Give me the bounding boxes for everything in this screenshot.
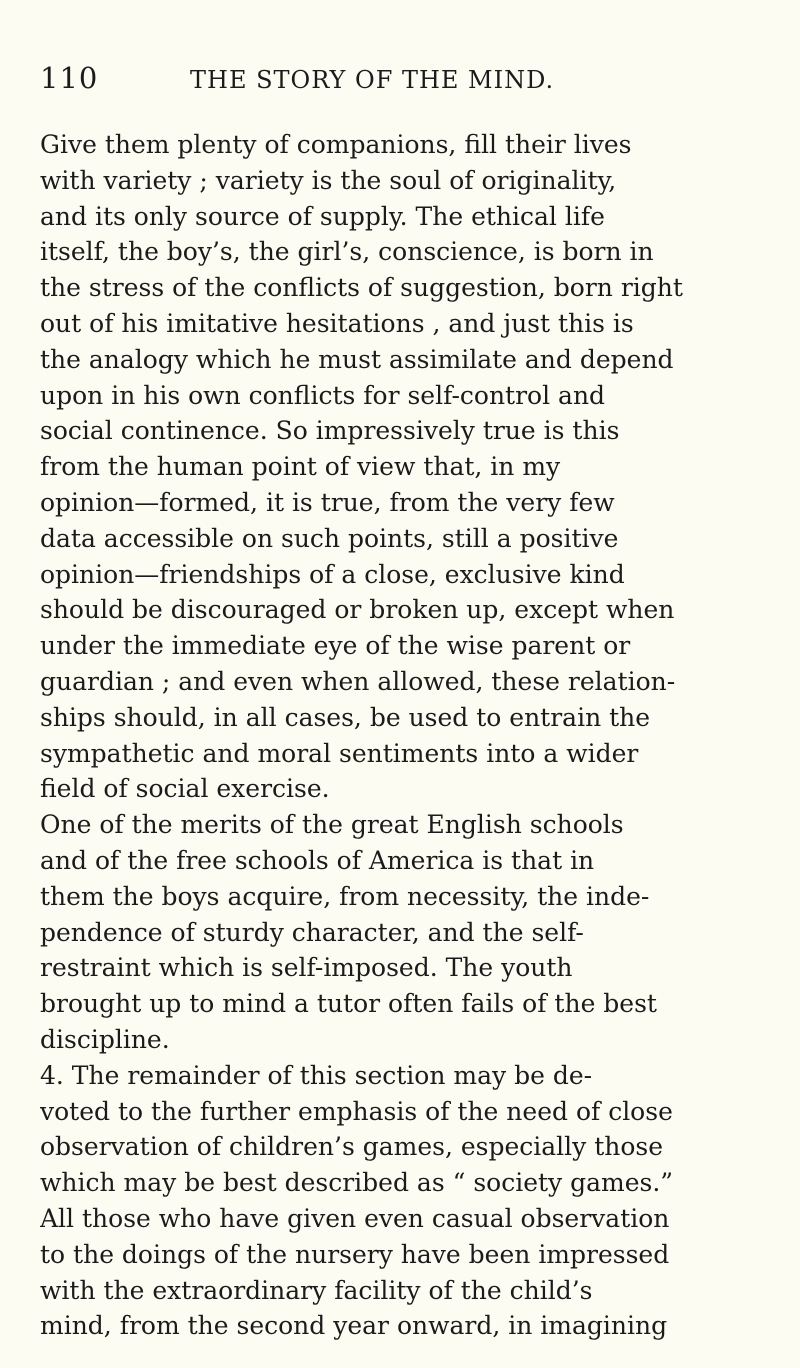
text-line: opinion—formed, it is true, from the very few: [40, 487, 615, 517]
text-line: the stress of the conflicts of suggestion, born right: [40, 273, 683, 303]
running-head: [40, 58, 740, 98]
running-title: THE STORY OF THE MIND.: [190, 66, 555, 94]
text-line: sympathetic and moral sentiments into a wider: [40, 738, 639, 768]
text-line: with variety ; variety is the soul of originality,: [40, 165, 617, 195]
text-line: 4. The remainder of this section may be de-: [40, 1060, 593, 1090]
text-line: the analogy which he must assimilate and depend: [40, 344, 674, 374]
text-line: field of social exercise.: [40, 774, 330, 804]
text-line: restraint which is self-imposed. The youth: [40, 953, 573, 983]
page-number: 110: [40, 61, 99, 95]
text-line: out of his imitative hesitations , and just this is: [40, 308, 634, 338]
text-line: mind, from the second year onward, in imagining: [40, 1311, 668, 1341]
text-line: under the immediate eye of the wise parent or: [40, 631, 631, 661]
text-line: opinion—friendships of a close, exclusive kind: [40, 559, 625, 589]
text-line: pendence of sturdy character, and the self-: [40, 917, 584, 947]
text-line: social continence. So impressively true is this: [40, 416, 620, 446]
text-line: brought up to mind a tutor often fails of the best: [40, 989, 657, 1019]
text-line: guardian ; and even when allowed, these relation-: [40, 666, 676, 696]
text-line: and its only source of supply. The ethical life: [40, 201, 605, 231]
text-line: ships should, in all cases, be used to entrain the: [40, 702, 651, 732]
text-line: itself, the boy’s, the girl’s, conscience, is born in: [40, 237, 654, 267]
body-text: [40, 127, 750, 1344]
text-line: and of the free schools of America is that in: [40, 845, 595, 875]
text-line: One of the merits of the great English schools: [40, 810, 624, 840]
text-line: them the boys acquire, from necessity, the inde-: [40, 881, 650, 911]
text-line: Give them plenty of companions, fill their lives: [40, 130, 632, 159]
text-line: should be discouraged or broken up, except when: [40, 595, 675, 625]
text-line: data accessible on such points, still a positive: [40, 523, 619, 553]
text-line: All those who have given even casual observation: [40, 1203, 670, 1233]
text-line: to the doings of the nursery have been impressed: [40, 1239, 670, 1269]
text-line: which may be best described as “ society games.”: [40, 1168, 674, 1198]
text-line: observation of children’s games, especially those: [40, 1132, 664, 1162]
text-line: from the human point of view that, in my: [40, 452, 561, 482]
text-line: with the extraordinary facility of the child’s: [40, 1275, 593, 1305]
text-line: discipline.: [40, 1024, 170, 1054]
text-line: voted to the further emphasis of the need of close: [40, 1096, 673, 1126]
text-line: upon in his own conflicts for self-control and: [40, 380, 606, 410]
